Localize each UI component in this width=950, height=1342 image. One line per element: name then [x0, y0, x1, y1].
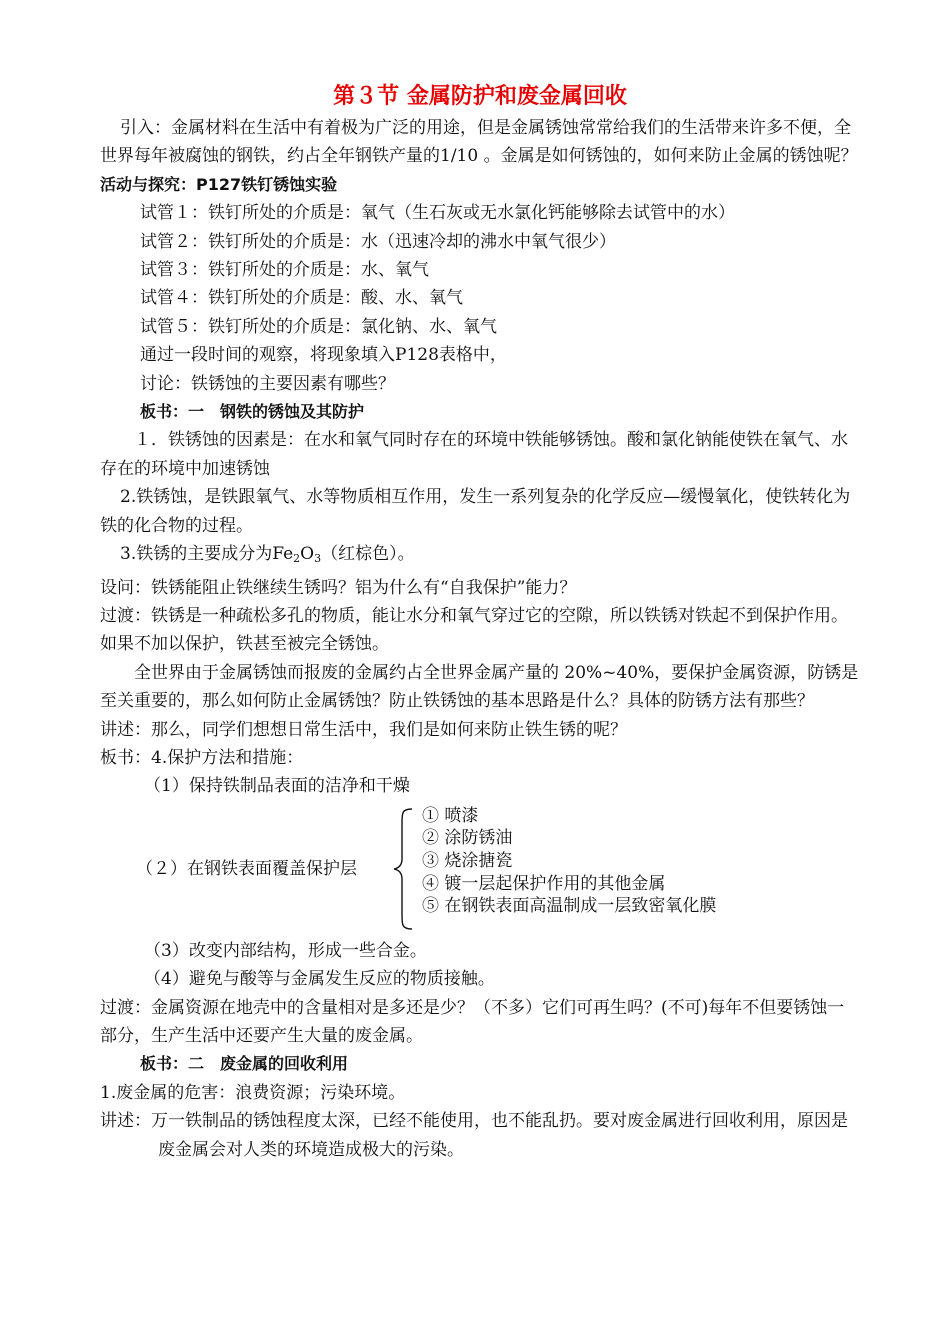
tube-item-3: 试管３：铁钉所处的介质是：水、氧气: [140, 260, 429, 281]
point-1: １．铁锈蚀的因素是：在水和氧气同时存在的环境中铁能够锈蚀。酸和氯化钠能使铁在氧气、水存在的环境中加速锈蚀: [100, 430, 848, 479]
method-4: （4）避免与酸等与金属发生反应的物质接触。: [144, 969, 495, 990]
point-3-sub-1: 2: [293, 552, 301, 566]
board-heading-1: 板书：一 钢铁的锈蚀及其防护: [140, 402, 365, 422]
document-page: [100, 82, 860, 1164]
method-2-item-1: ① 喷漆: [422, 805, 479, 826]
method-2-item-3: ③ 烧涂搪瓷: [422, 850, 513, 871]
tube-item-2: 试管２：铁钉所处的介质是：水（迅速冷却的沸水中氧气很少）: [140, 231, 616, 252]
point-3-post: （红棕色）。: [321, 544, 415, 565]
method-3: （3）改变内部结构，形成一些合金。: [144, 940, 427, 961]
point-3-mid: O: [300, 544, 315, 565]
page-title: 第３节 金属防护和废金属回收: [333, 84, 627, 109]
point-3: [100, 540, 860, 573]
board-heading-2: 板书：二 废金属的回收利用: [140, 1054, 349, 1074]
tube-item-1: 试管１：铁钉所处的介质是：氧气（生石灰或无水氯化钙能够除去试管中的水）: [140, 203, 735, 224]
curly-brace-icon: [392, 807, 416, 931]
world-paragraph: 全世界由于金属锈蚀而报废的金属约占全世界金属产量的 20%~40%，要保护金属资源，防锈是至关重要的，那么如何防止金属锈蚀？防止铁锈蚀的基本思路是什么？具体的防锈方法有那些？: [100, 662, 859, 712]
harm-line: 1.废金属的危害：浪费资源；污染环境。: [100, 1082, 406, 1103]
intro-paragraph: 引入：金属材料在生活中有着极为广泛的用途，但是金属锈蚀常常给我们的生活带来许多不便，全世界每年被腐蚀的钢铁，约占全年钢铁产量的1/10 。金属是如何锈蚀的，如何来防止金属的锈蚀呢？: [100, 118, 858, 167]
transition-2: 过渡：金属资源在地壳中的含量相对是多还是少？（不多）它们可再生吗？(不可)每年不但要锈蚀一部分，生产生活中还要产生大量的废金属。: [100, 997, 845, 1046]
method-2-block: [100, 805, 860, 933]
point-2: 2.铁锈蚀，是铁跟氧气、水等物质相互作用，发生一系列复杂的化学反应—缓慢氧化，使铁转化为铁的化合物的过程。: [100, 487, 851, 536]
tube-item-5: 试管５：铁钉所处的介质是：氯化钠、水、氧气: [140, 316, 497, 337]
method-2-item-4: ④ 镀一层起保护作用的其他金属: [422, 873, 666, 894]
observe-line: 通过一段时间的观察，将现象填入P128表格中，: [140, 345, 507, 366]
point-3-pre: 3.铁锈的主要成分为Fe: [120, 544, 294, 565]
lecture-2: 讲述：万一铁制品的锈蚀程度太深，已经不能使用，也不能乱扔。要对废金属进行回收利用，原因是废金属会对人类的环境造成极大的污染。: [100, 1111, 848, 1160]
method-2-item-2: ② 涂防锈油: [422, 828, 513, 849]
method-2-label: （２）在钢铁表面覆盖保护层: [136, 858, 357, 879]
method-2-item-5: ⑤ 在钢铁表面高温制成一层致密氧化膜: [422, 896, 717, 917]
lecture-1: 讲述：那么，同学们想想日常生活中，我们是如何来防止铁生锈的呢？: [100, 719, 627, 740]
question-line: 设问：铁锈能阻止铁继续生锈吗？铝为什么有“自我保护”能力？: [100, 577, 577, 598]
transition-1: 过渡：铁锈是一种疏松多孔的物质，能让水分和氧气穿过它的空隙，所以铁锈对铁起不到保护作用。如果不加以保护，铁甚至被完全锈蚀。: [100, 605, 848, 655]
tube-list: [100, 199, 860, 341]
point-3-sub-2: 3: [314, 552, 322, 566]
method-2-list: [422, 805, 716, 918]
discuss-line: 讨论：铁锈蚀的主要因素有哪些？: [140, 373, 395, 394]
tube-item-4: 试管４：铁钉所处的介质是：酸、水、氧气: [140, 288, 463, 309]
board-methods: 板书：4.保护方法和措施：: [100, 747, 304, 768]
method-1: （1）保持铁制品表面的洁净和干燥: [144, 776, 410, 797]
activity-heading: 活动与探究：P127铁钉锈蚀实验: [100, 174, 338, 194]
